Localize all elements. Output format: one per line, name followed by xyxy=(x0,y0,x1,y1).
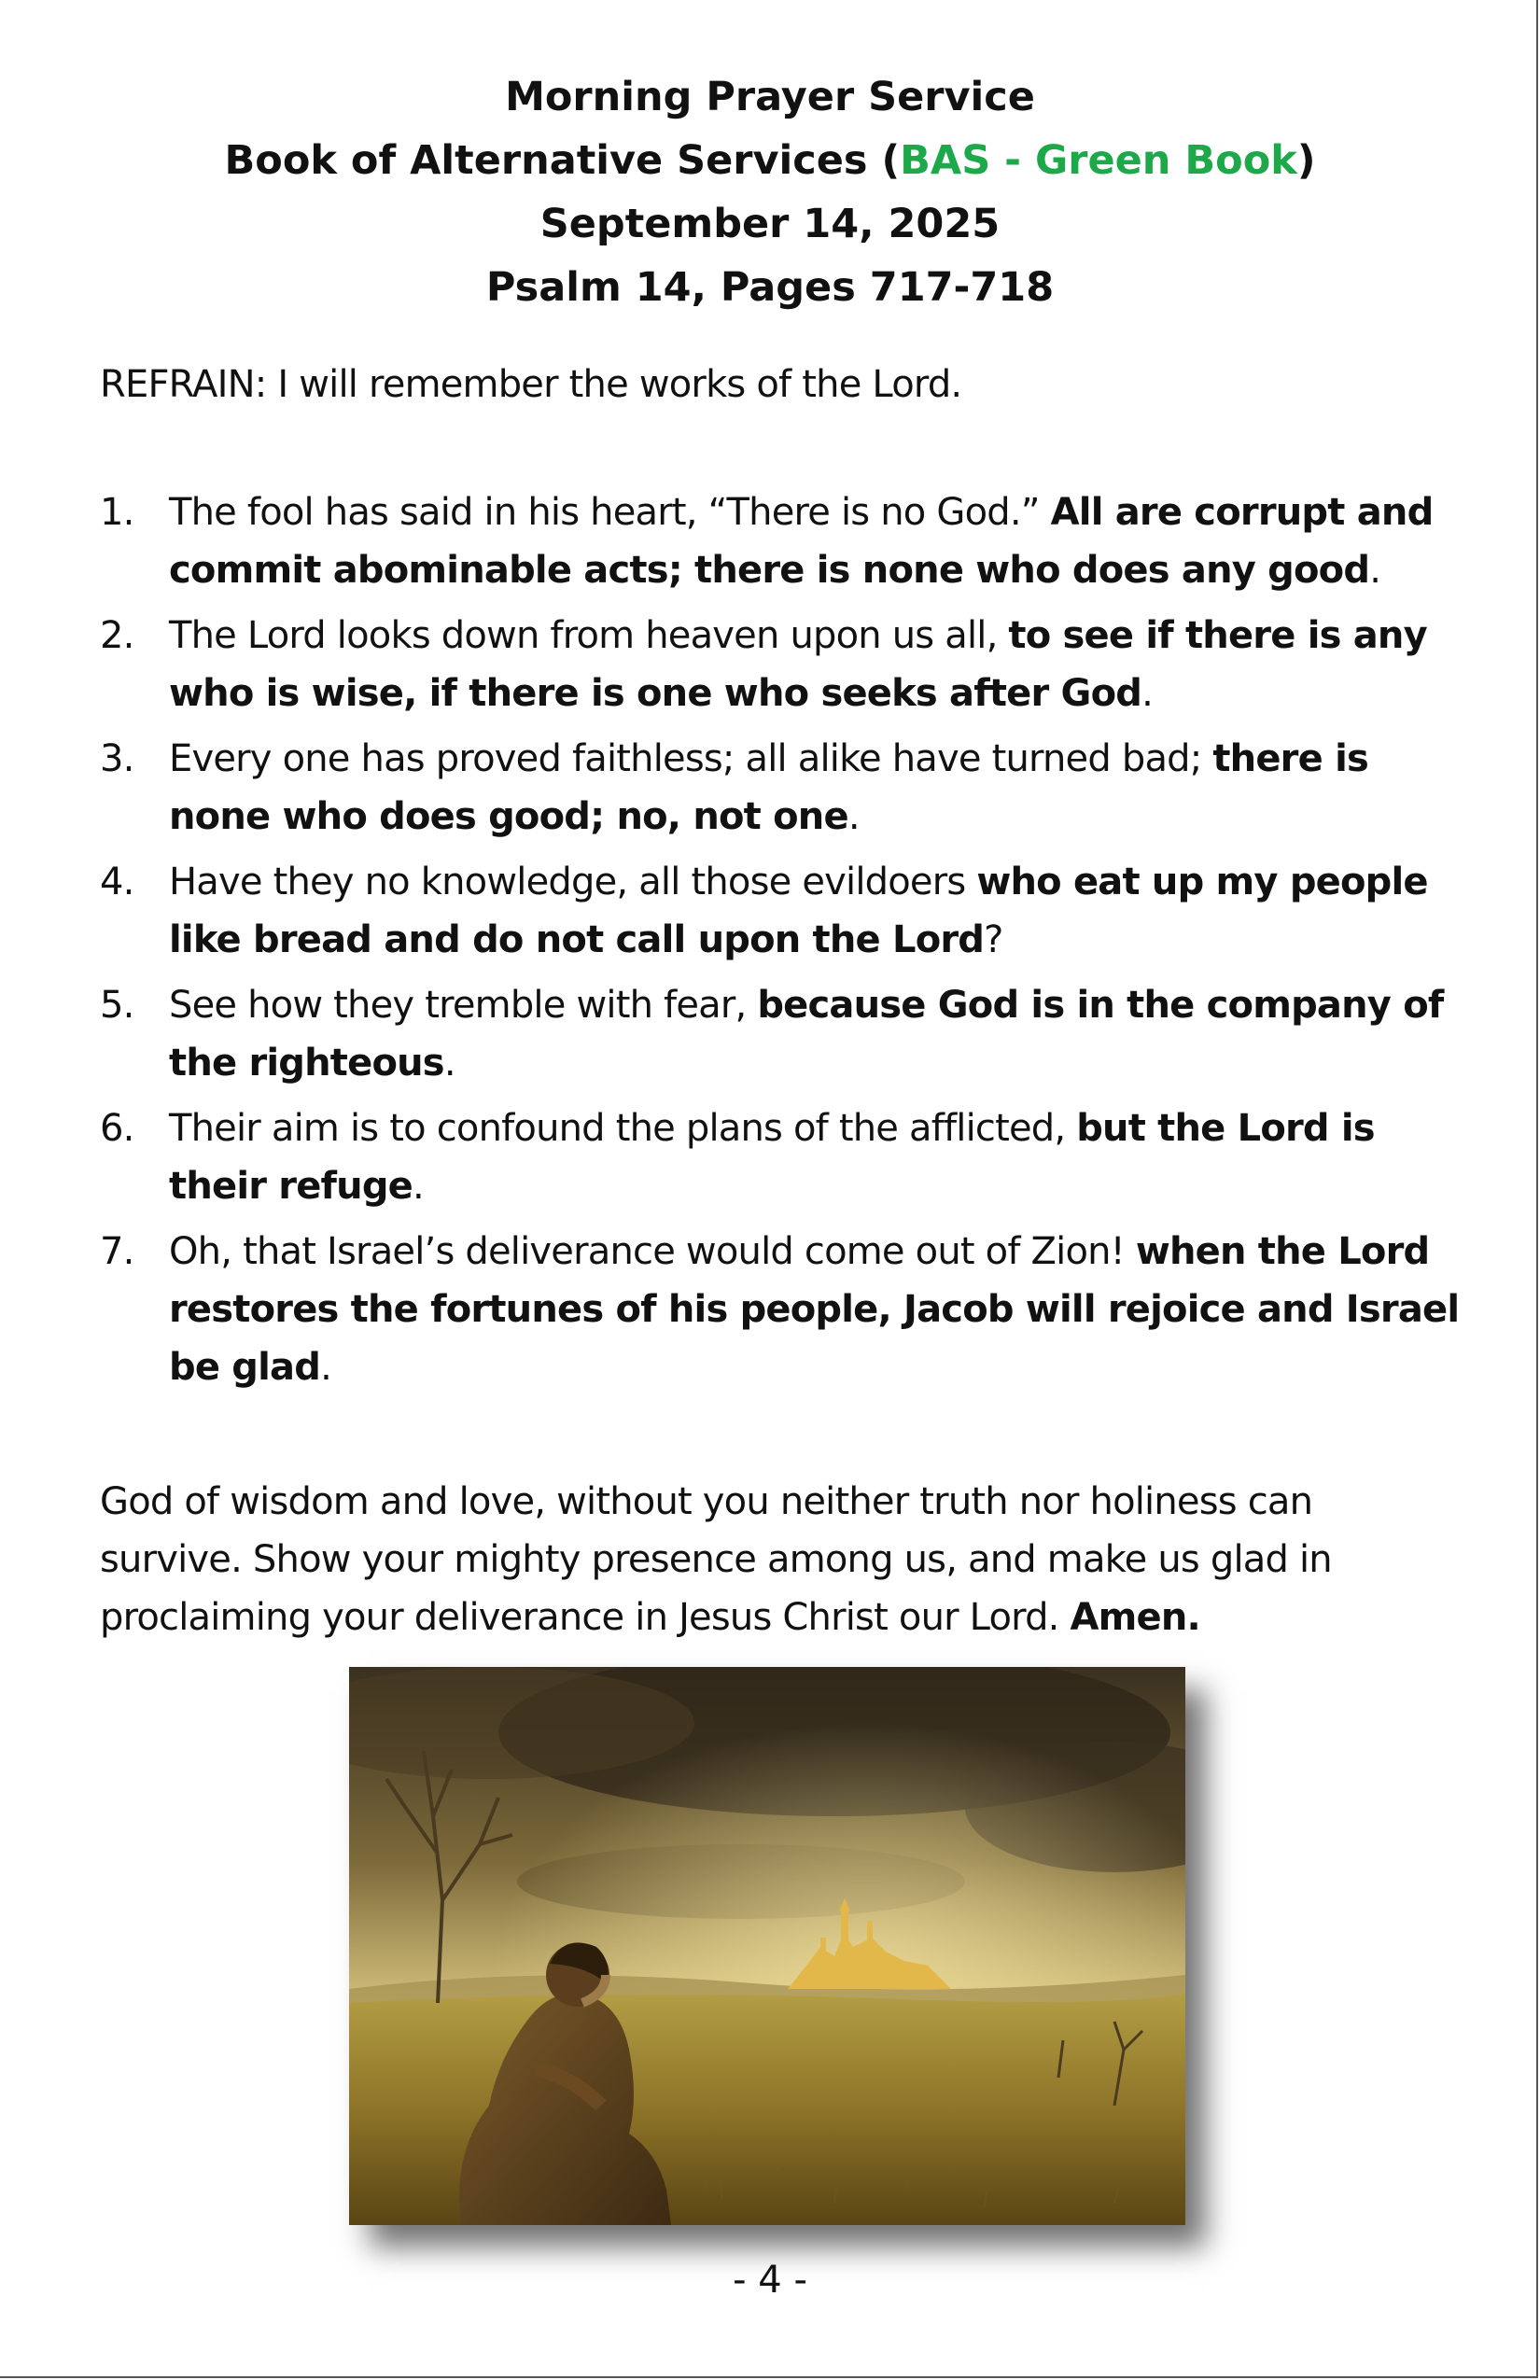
verse-end: . xyxy=(847,795,860,838)
verse-end: . xyxy=(443,1042,455,1085)
psalm-verses xyxy=(100,483,1481,1404)
verse-plain: See how they tremble with fear, xyxy=(169,984,758,1027)
verse-end: . xyxy=(1369,549,1381,592)
illustration-lament xyxy=(349,1667,1185,2225)
verse-number: 1. xyxy=(100,491,134,534)
service-date: September 14, 2025 xyxy=(539,201,1001,247)
verse-end: . xyxy=(1141,672,1154,715)
psalm-reference: Psalm 14, Pages 717-718 xyxy=(485,264,1055,311)
verse-plain: The fool has said in his heart, “There is no God.” xyxy=(169,491,1051,534)
refrain: REFRAIN: I will remember the works of the Lord. xyxy=(100,363,962,406)
verse-end: ? xyxy=(984,918,1003,961)
book-highlight: BAS - Green Book xyxy=(900,137,1297,184)
verse-response: because God is in the company of the righteous xyxy=(169,984,1444,1085)
verse-end: . xyxy=(320,1346,331,1389)
verse-response: All are corrupt and commit abominable acts; there is none who does any good xyxy=(169,491,1434,592)
amen: Amen. xyxy=(1070,1596,1200,1639)
verse-number: 4. xyxy=(100,861,134,903)
service-title: Morning Prayer Service xyxy=(505,74,1035,120)
verse-item xyxy=(100,1223,1481,1396)
illustration-svg xyxy=(349,1667,1185,2225)
verse-number: 6. xyxy=(100,1107,134,1150)
verse-item xyxy=(100,1099,1481,1215)
verse-number: 3. xyxy=(100,737,134,780)
verse-item xyxy=(100,730,1481,846)
verse-item xyxy=(100,483,1481,599)
verse-item xyxy=(100,976,1481,1092)
verse-item xyxy=(100,853,1481,969)
verse-plain: Have they no knowledge, all those evildoers xyxy=(169,861,977,903)
verse-response: when the Lord restores the fortunes of his people, Jacob will rejoice and Israel be glad xyxy=(169,1230,1460,1389)
book-prefix: Book of Alternative Services ( xyxy=(224,137,901,184)
verse-item xyxy=(100,607,1481,722)
verse-number: 2. xyxy=(100,614,134,657)
verse-plain: The Lord looks down from heaven upon us all, xyxy=(169,614,1009,657)
page-header xyxy=(0,65,1540,319)
verse-end: . xyxy=(413,1165,424,1208)
verse-number: 7. xyxy=(100,1230,134,1273)
verse-response: to see if there is any who is wise, if there is one who seeks after God xyxy=(169,614,1427,715)
book-line xyxy=(0,129,1540,192)
closing-collect xyxy=(100,1473,1435,1646)
verse-response: there is none who does good; no, not one xyxy=(169,737,1368,838)
verse-response: but the Lord is their refuge xyxy=(169,1107,1375,1208)
collect-text: God of wisdom and love, without you neither truth nor holiness can survive. Show your mighty presence among us, and make us glad in proclaiming your deliverance in Jesus Christ our Lord. xyxy=(100,1480,1332,1639)
verse-plain: Every one has proved faithless; all alike have turned bad; xyxy=(169,737,1213,780)
page-number: - 4 - xyxy=(733,2259,807,2302)
verse-response: who eat up my people like bread and do not call upon the Lord xyxy=(169,861,1428,961)
verse-plain: Oh, that Israel’s deliverance would come out of Zion! xyxy=(169,1230,1136,1273)
book-suffix: ) xyxy=(1296,137,1316,184)
verse-plain: Their aim is to confound the plans of the afflicted, xyxy=(169,1107,1077,1150)
verse-number: 5. xyxy=(100,984,134,1027)
